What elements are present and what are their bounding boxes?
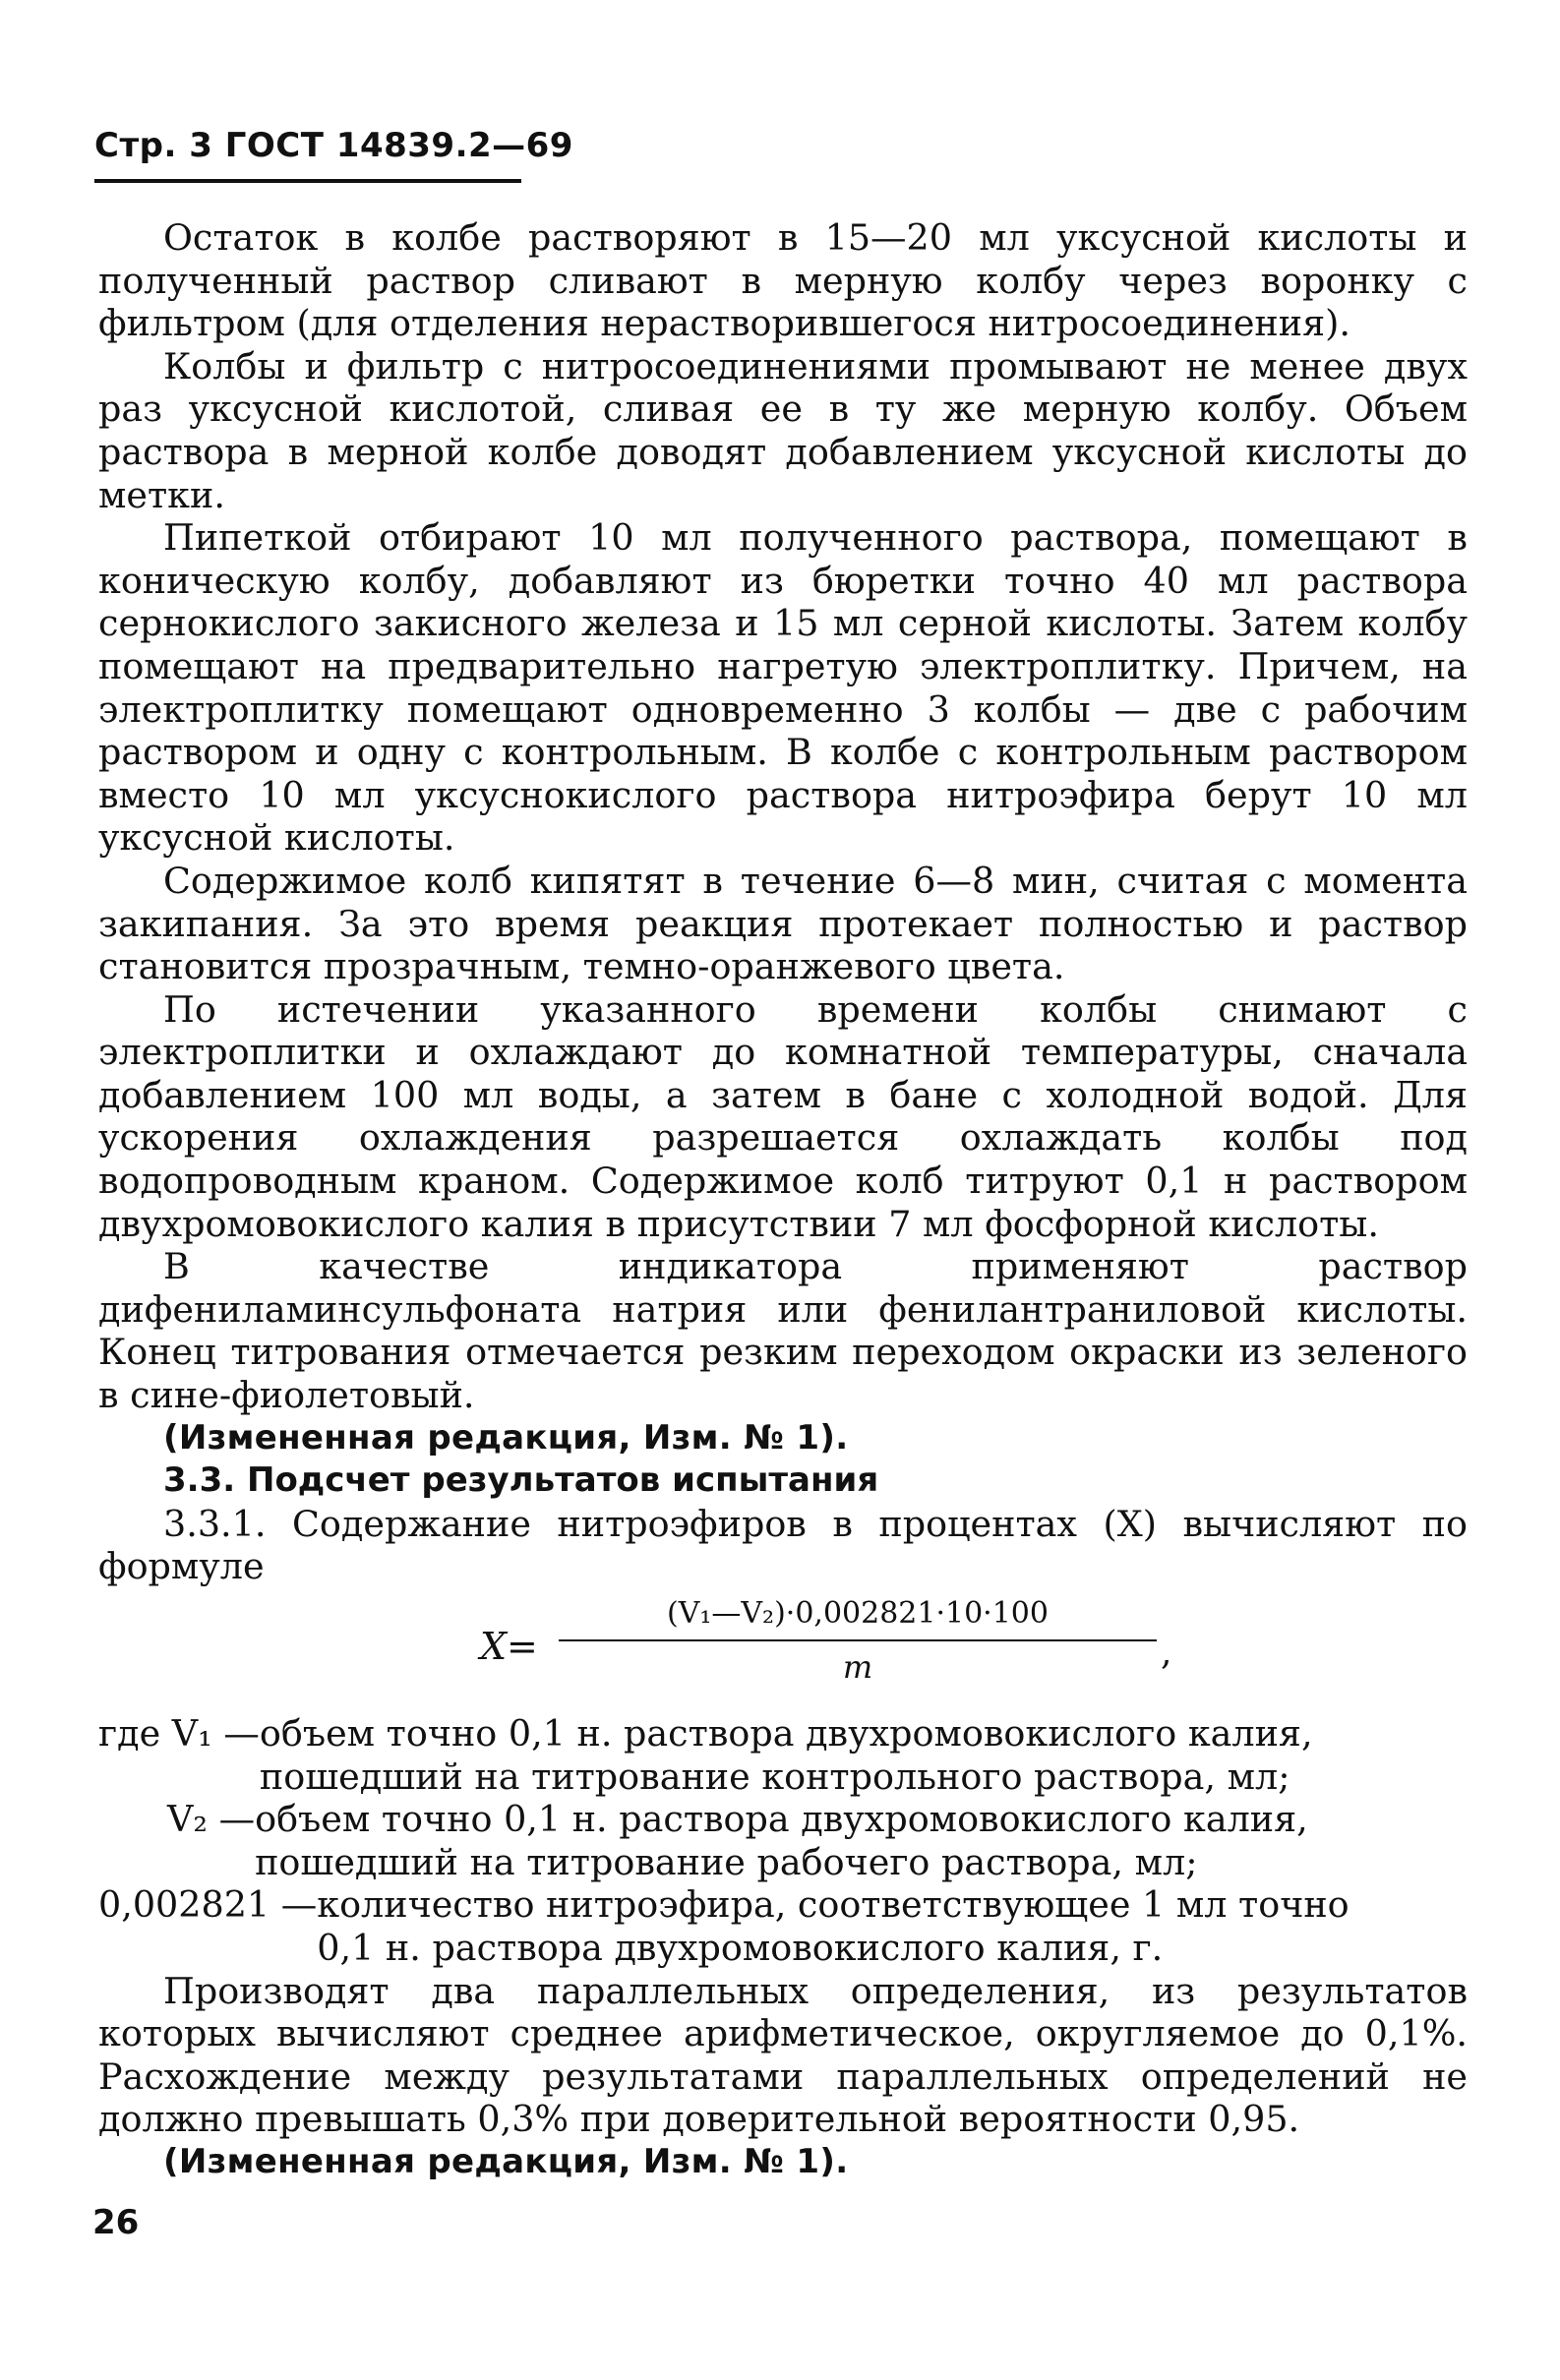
formula: [98, 1592, 1468, 1706]
paragraph-final: Производят два параллельных определения, из результатов которых вычисляют среднее арифметическое, округляемое до 0,1%. Расхождение между результатами параллельных определений не должно превышать 0,3% при доверительной вероятности 0,95.: [98, 1969, 1468, 2141]
definition-item: [98, 1712, 1468, 1798]
fraction-bar: [559, 1639, 1157, 1641]
definition-line: 0,1 н. раствора двухромовокислого калия, г.: [317, 1926, 1164, 1969]
clause-text: 3.3.1. Содержание нитроэфиров в процентах (X) вычисляют по формуле: [98, 1502, 1468, 1588]
page-number: 26: [92, 2203, 140, 2242]
definition-term: 0,002821 —: [98, 1883, 318, 1927]
formula-numerator: (V₁—V₂)·0,002821·10·100: [667, 1596, 1049, 1631]
paragraph-3: Пипеткой отбирают 10 мл полученного раствора, помещают в коническую колбу, добавляют из бюретки точно 40 мл раствора сернокислого закисного железа и 15 мл серной кислоты. Затем колбу помещают на предварительно нагретую электроплитку. Причем, на электроплитку помещают одновременно 3 колбы — две с рабочим раствором и одну с контрольным. В колбе с контрольным раствором вместо 10 мл уксуснокислого раствора нитроэфира берут 10 мл уксусной кислоты.: [98, 516, 1468, 860]
paragraph-2: Колбы и фильтр с нитросоединениями промывают не менее двух раз уксусной кислотой, сливая ее в ту же мерную колбу. Объем раствора в мерной колбе доводят добавлением уксусной кислоты до метки.: [98, 344, 1468, 516]
definition-line: количество нитроэфира, соответствующее 1 мл точно: [317, 1883, 1350, 1927]
definition-line: пошедший на титрование контрольного раствора, мл;: [259, 1755, 1290, 1798]
definition-description: [260, 1712, 1468, 1798]
formula-denominator: m: [842, 1648, 873, 1686]
section-heading: 3.3. Подсчет результатов испытания: [163, 1460, 879, 1501]
formula-trailing: ,: [1161, 1633, 1172, 1673]
paragraph-6: В качестве индикатора применяют раствор дифениламинсульфоната натрия или фенилантраниловой кислоты. Конец титрования отмечается резким переходом окраски из зеленого в сине-фиолетовый.: [98, 1245, 1468, 1417]
paragraph-4: Содержимое колб кипятят в течение 6—8 мин, считая с момента закипания. За это время реакция протекает полностью и раствор становится прозрачным, темно-оранжевого цвета.: [98, 859, 1468, 988]
header-rule: [94, 179, 521, 183]
paragraph-1: Остаток в колбе растворяют в 15—20 мл уксусной кислоты и полученный раствор сливают в мерную колбу через воронку с фильтром (для отделения нерастворившегося нитросоединения).: [98, 216, 1468, 345]
formula-fraction: [559, 1592, 1157, 1689]
definition-line: пошедший на титрование рабочего раствора, мл;: [255, 1840, 1198, 1883]
document-body: [98, 216, 1468, 2184]
definition-line: объем точно 0,1 н. раствора двухромовокислого калия,: [259, 1712, 1313, 1755]
definition-term: где V₁ —: [98, 1712, 260, 1755]
definition-description: [255, 1798, 1468, 1883]
definition-term: V₂ —: [167, 1798, 256, 1841]
definitions-list: [98, 1712, 1468, 1970]
paragraph-5: По истечении указанного времени колбы снимают с электроплитки и охлаждают до комнатной температуры, сначала добавлением 100 мл воды, а затем в бане с холодной водой. Для ускорения охлаждения разрешается охлаждать колбы под водопроводным краном. Содержимое колб титруют 0,1 н раствором двухромовокислого калия в присутствии 7 мл фосфорной кислоты.: [98, 987, 1468, 1245]
formula-lhs: X=: [480, 1625, 538, 1668]
definition-item: [98, 1883, 1468, 1969]
definition-item: [98, 1798, 1468, 1883]
amendment-note-2: (Измененная редакция, Изм. № 1).: [163, 2141, 849, 2181]
page-header: Стр. 3 ГОСТ 14839.2—69: [94, 126, 573, 165]
definition-description: [317, 1883, 1468, 1969]
amendment-note-1: (Измененная редакция, Изм. № 1).: [163, 1417, 849, 1458]
definition-line: объем точно 0,1 н. раствора двухромовокислого калия,: [255, 1798, 1308, 1841]
